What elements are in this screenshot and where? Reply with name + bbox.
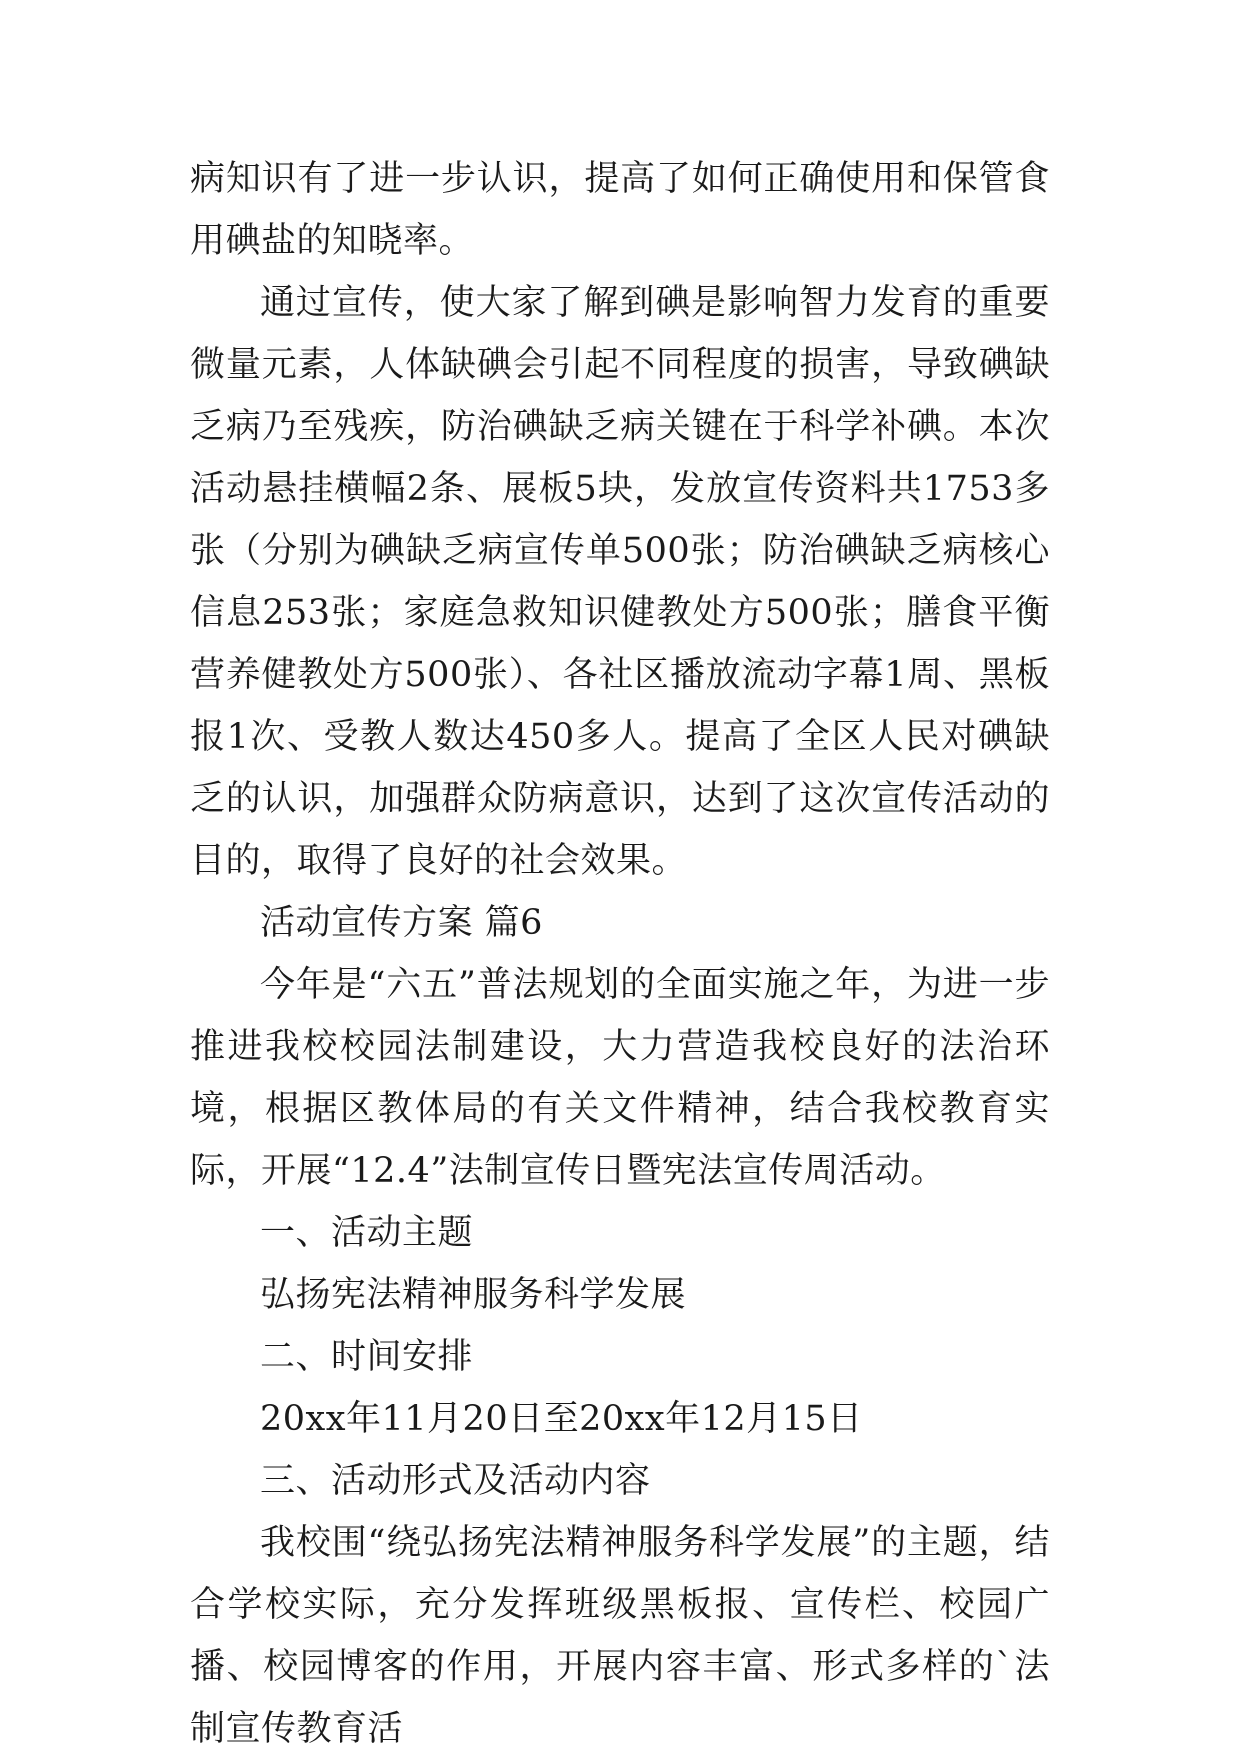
paragraph-dates: 20xx年11月20日至20xx年12月15日 [260,1399,863,1439]
document-body [190,148,1050,1760]
paragraph-continued: 病知识有了进一步认识，提高了如何正确使用和保管食用碘盐的知晓率。 [190,159,1050,261]
paragraph-theme: 弘扬宪法精神服务科学发展 [260,1275,687,1315]
paragraph-activity-content: 我校围“绕弘扬宪法精神服务科学发展”的主题，结合学校实际，充分发挥班级黑板报、宣传栏、校园广播、校园博客的作用，开展内容丰富、形式多样的`法制宣传教育活 [190,1523,1050,1749]
heading-activity-content: 三、活动形式及活动内容 [260,1461,651,1501]
paragraph-intro: 今年是“六五”普法规划的全面实施之年，为进一步推进我校校园法制建设，大力营造我校良好的法治环境，根据区教体局的有关文件精神，结合我校教育实际，开展“12.4”法制宣传日暨宪法宣传周活动。 [190,965,1050,1191]
section-heading-plan-6: 活动宣传方案 篇6 [260,903,543,943]
heading-schedule: 二、时间安排 [260,1337,474,1377]
paragraph-iodine-campaign: 通过宣传，使大家了解到碘是影响智力发育的重要微量元素，人体缺碘会引起不同程度的损害，导致碘缺乏病乃至残疾，防治碘缺乏病关键在于科学补碘。本次活动悬挂横幅2条、展板5块，发放宣传资料共1753多张（分别为碘缺乏病宣传单500张；防治碘缺乏病核心信息253张；家庭急救知识健教处方500张；膳食平衡营养健教处方500张）、各社区播放流动字幕1周、黑板报1次、受教人数达450多人。提高了全区人民对碘缺乏的认识，加强群众防病意识，达到了这次宣传活动的目的，取得了良好的社会效果。 [190,283,1050,881]
heading-activity-theme: 一、活动主题 [260,1213,474,1253]
